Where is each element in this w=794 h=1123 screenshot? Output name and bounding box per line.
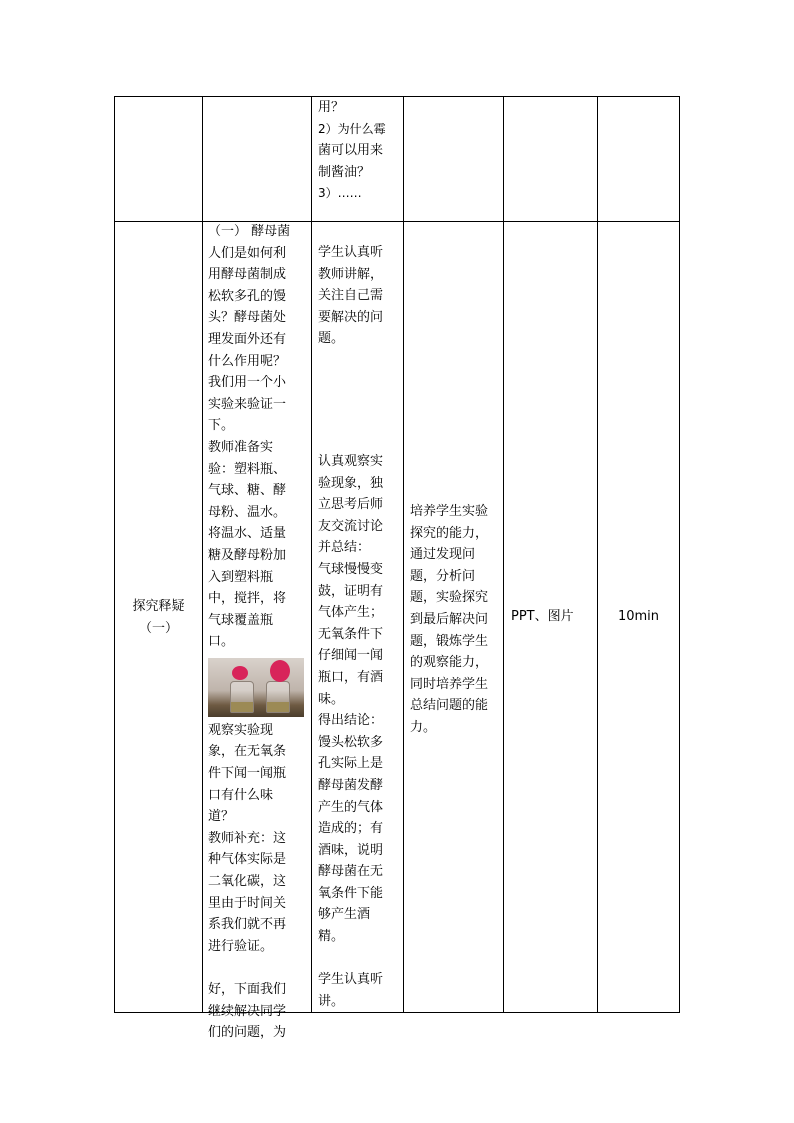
text-line: 3）…… [318,186,362,201]
text-line: 观察实验现 [208,722,274,738]
text-line: 气体产生； [318,605,384,621]
text-line: 口。 [208,634,235,650]
text-line: 孔实际上是 [318,756,384,772]
text-line: 验现象，独 [318,475,384,491]
text-line: 味。 [318,691,345,707]
stage-sublabel: （一） [138,620,178,636]
blank-line [208,957,308,979]
text-line: 二氧化碳，这 [208,874,287,890]
table-col-line-5 [597,96,598,1013]
student-activity-block-a [318,242,402,350]
text-line: 系我们就不再 [208,917,287,933]
stage-label-cell [115,596,202,639]
text-line: 里由于时间关 [208,895,287,911]
text-line: 产生的气体 [318,799,384,815]
text-line: 继续解决同学 [208,1003,287,1019]
text-line: 好，下面我们 [208,982,287,997]
text-line: 人们是如何利 [208,245,287,261]
teacher-activity-cell [208,221,308,1044]
text-line: 氧条件下能 [318,885,384,901]
table-col-line-1 [202,96,203,1013]
text-line: 什么作用呢？ [208,353,287,369]
text-line: 的观察能力， [410,655,489,671]
text-line: 题，实验探究 [410,590,489,606]
text-line: 象，在无氧条 [208,744,287,760]
table-col-line-6 [679,96,680,1013]
text-line: 进行验证。 [208,938,274,954]
text-line: 题，分析问 [410,568,476,584]
text-line: 糖及酵母粉加 [208,547,287,563]
text-line: 总结问题的能 [410,698,489,714]
text-line: 到最后解决问 [410,611,489,627]
text-line: 同时培养学生 [410,676,489,692]
text-line: 道？ [208,809,235,825]
text-line: 实验来验证一 [208,396,287,412]
text-line: 气球、糖、酵 [208,483,287,499]
text-line: 松软多孔的馒 [208,288,287,304]
student-activity-block-c [318,969,402,1012]
text-line: 母粉、温水。 [208,504,287,520]
balloon-right-icon [270,660,290,682]
design-intent-cell [410,501,503,739]
text-line: 够产生酒 [318,907,371,923]
text-line: 我们用一个小 [208,375,287,391]
text-line: 关注自己需 [318,288,384,304]
experiment-photo [208,658,304,717]
bottle-left-icon [230,681,254,713]
table-col-line-2 [311,96,312,1013]
text-line: 通过发现问 [410,547,476,563]
text-line: 探究的能力， [410,525,489,541]
text-line: 瓶口，有酒 [318,669,384,685]
text-line: 们的问题，为 [208,1025,287,1041]
text-line: 酒味，说明 [318,842,384,858]
text-line: 培养学生实验 [410,504,489,519]
text-line: 件下闻一闻瓶 [208,766,287,782]
text-line: 用？ [318,100,345,115]
media-text: PPT、图片 [511,609,574,624]
text-line: 用酵母菌制成 [208,267,287,283]
text-line: 入到塑料瓶 [208,569,274,585]
text-line: 友交流讨论 [318,518,384,534]
text-line: 头？酵母菌处 [208,310,287,326]
text-line: （一） 酵母菌 [208,224,291,239]
text-line: 仔细闻一闻 [318,648,384,664]
text-line: 认真观察实 [318,454,384,469]
text-line: 无氧条件下 [318,626,384,642]
text-line: 题，锻炼学生 [410,633,489,649]
student-activity-block-b [318,451,402,948]
media-cell [511,606,597,628]
stage-label: 探究释疑 [132,599,185,614]
bottle-right-icon [266,681,290,713]
text-line: 中，搅拌，将 [208,591,287,607]
text-line: 气球慢慢变 [318,561,384,577]
text-line: 酵母菌发酵 [318,777,384,793]
table-col-line-4 [503,96,504,1013]
text-line: 题。 [318,331,345,347]
text-line: 教师讲解， [318,266,384,282]
text-line: 理发面外还有 [208,331,287,347]
text-line: 制酱油？ [318,164,371,180]
balloon-left-icon [232,666,248,680]
time-cell [598,606,679,628]
text-line: 讲。 [318,993,345,1009]
text-line: 种气体实际是 [208,852,287,868]
text-line: 并总结： [318,540,371,556]
text-line: 下。 [208,418,235,434]
table-col-line-3 [403,96,404,1013]
text-line: 教师准备实 [208,439,274,455]
text-line: 力。 [410,719,437,735]
text-line: 口有什么味 [208,787,274,803]
time-text: 10min [617,609,660,624]
text-line: 学生认真听 [318,245,384,260]
text-line: 精。 [318,929,345,945]
text-line: 立思考后师 [318,497,384,513]
text-line: 将温水、适量 [208,526,287,542]
text-line: 学生认真听 [318,972,384,987]
text-line: 验：塑料瓶、 [208,461,287,477]
table-col-line-0 [114,96,115,1013]
text-line: 要解决的问 [318,309,384,325]
text-line: 馒头松软多 [318,734,384,750]
text-line: 菌可以用来 [318,143,384,159]
text-line: 造成的；有 [318,821,384,837]
text-line: 鼓，证明有 [318,583,384,599]
text-line: 得出结论： [318,713,384,729]
table-row-divider [114,221,680,222]
text-line: 酵母菌在无 [318,864,384,880]
text-line: 2）为什么霉 [318,121,386,136]
row1-question-cell [318,97,402,205]
text-line: 教师补充：这 [208,830,287,846]
text-line: 气球覆盖瓶 [208,612,274,628]
